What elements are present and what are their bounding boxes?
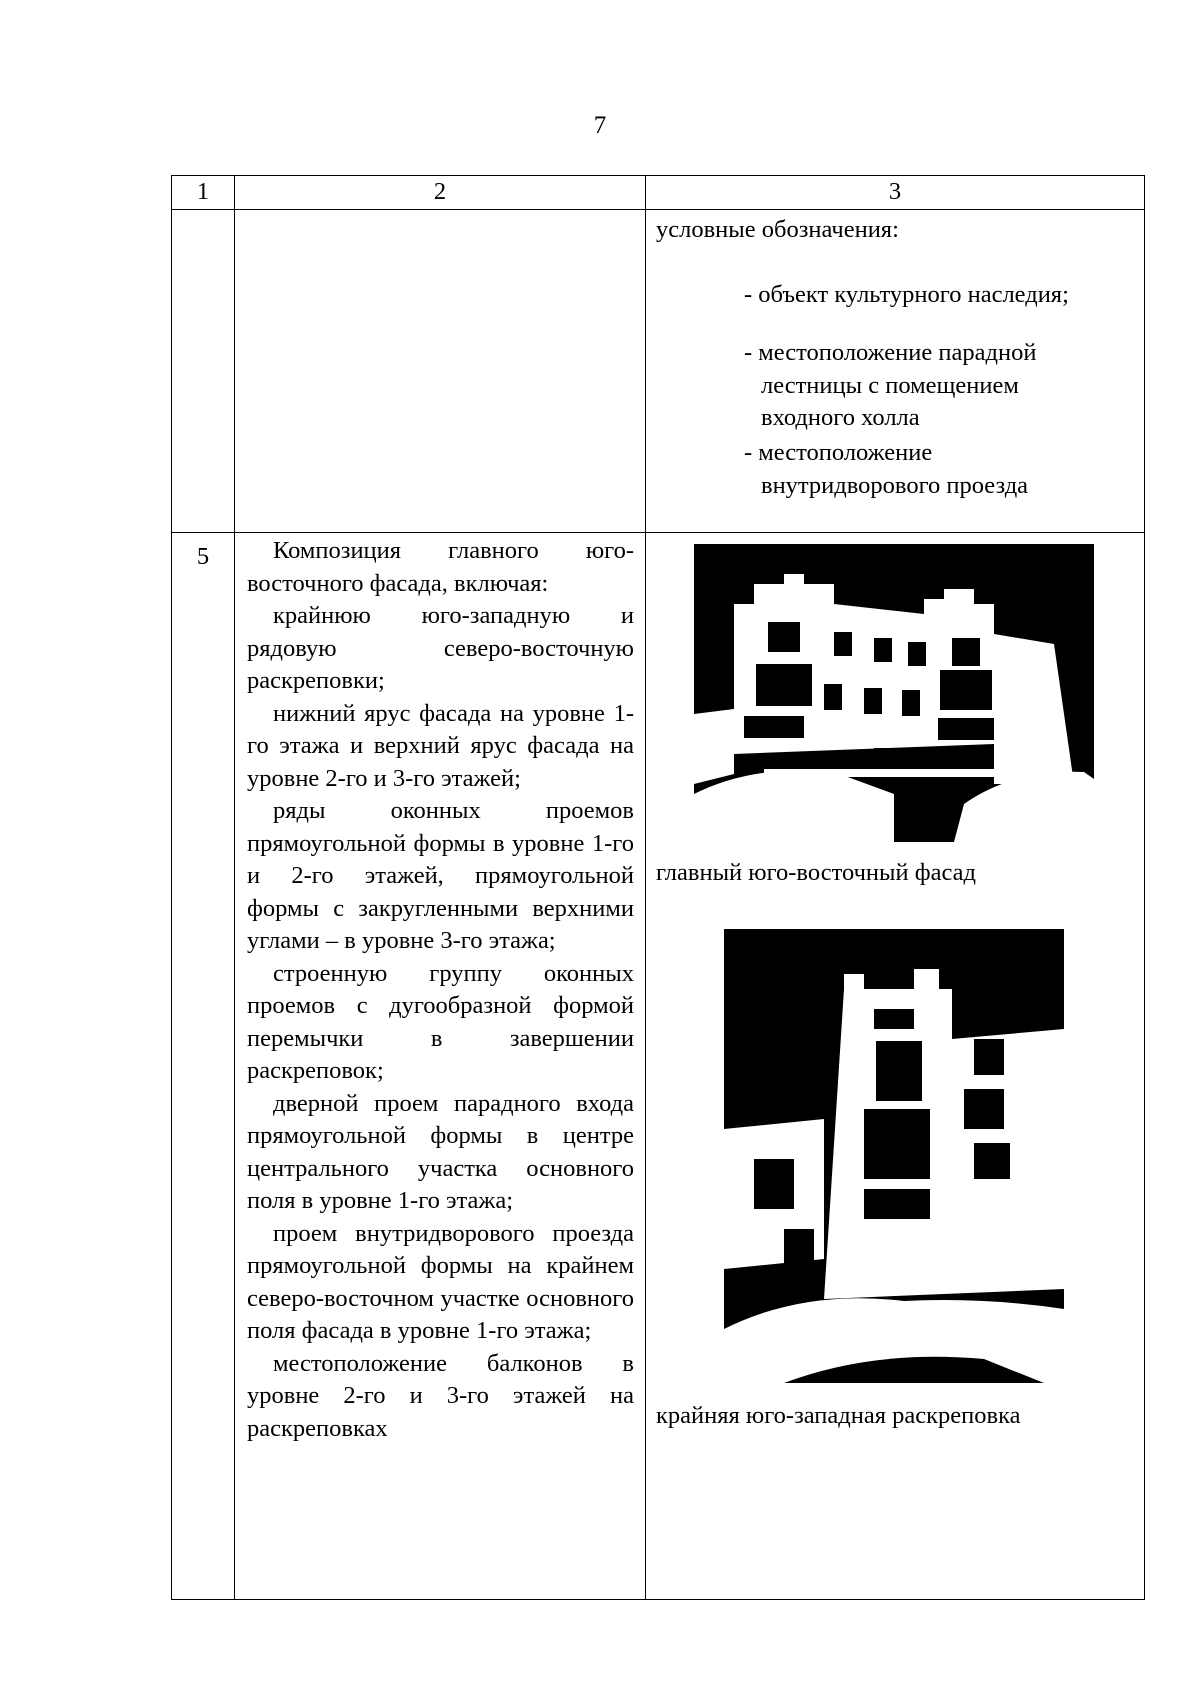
- column-header-3: 3: [646, 176, 1145, 210]
- table-header-row: [172, 176, 1145, 210]
- legend-item-main-staircase: [744, 337, 1124, 435]
- empty-description-cell: [235, 210, 646, 533]
- legend-item-text: - объект культурного наследия;: [744, 281, 1069, 308]
- description-paragraph: крайнюю юго-западную и рядовую северо-восточную раскреповки;: [247, 602, 634, 694]
- description-paragraph: нижний ярус фасада на уровне 1-го этажа и верхний ярус фасада на уровне 2-го и 3-го этажей;: [247, 699, 634, 792]
- description-paragraph: строенную группу оконных проемов с дугообразной формой перемычки в завершении раскреповок;: [247, 959, 634, 1084]
- legend-item-text: лестницы с помещением: [761, 371, 1019, 399]
- legend-cell: [646, 210, 1145, 533]
- photo-caption: крайняя юго-западная раскреповка: [656, 1402, 1021, 1429]
- heritage-table: [171, 175, 1145, 1600]
- description-paragraph: Композиция главного юго-восточного фасада, включая:: [247, 537, 634, 597]
- column-header-2: 2: [235, 176, 646, 210]
- table-row: [172, 533, 1145, 1600]
- facade-photo: [694, 544, 1094, 842]
- description-paragraph: проем внутридворового проезда прямоугольной формы на крайнем северо-восточном участке основного поля фасада в уровне 1-го этажа;: [247, 1219, 634, 1344]
- photo-caption: главный юго-восточный фасад: [656, 859, 976, 886]
- item-description: [235, 533, 646, 1600]
- legend-row: [172, 210, 1145, 533]
- description-paragraph: дверной проем парадного входа прямоугольной формы в центре центрального участка основного поля в уровне 1-го этажа;: [247, 1089, 634, 1214]
- legend-item-text: внутридворового проезда: [761, 471, 1029, 499]
- legend: [646, 210, 1144, 530]
- raskrepovka-photo: [724, 929, 1064, 1383]
- item-number: 5: [172, 533, 235, 1600]
- page-number: 7: [593, 112, 607, 139]
- legend-item-heritage-object: [744, 279, 1124, 312]
- description-paragraph: ряды оконных проемов прямоугольной формы в уровне 1-го и 2-го этажей, прямоугольной формы с закругленными верхними углами – в уровне 3-го этажа;: [247, 797, 634, 954]
- column-header-1: 1: [172, 176, 235, 210]
- empty-number-cell: [172, 210, 235, 533]
- legend-item-courtyard-passage: [744, 437, 1124, 502]
- legend-item-text: - местоположение: [744, 439, 933, 466]
- legend-item-text: - местоположение парадной: [744, 339, 1037, 366]
- description-paragraph: местоположение балконов в уровне 2-го и 3-го этажей на раскреповках: [247, 1349, 634, 1442]
- photo-cell: [646, 533, 1145, 1600]
- legend-title: условные обозначения:: [656, 216, 899, 243]
- legend-item-text: входного холла: [761, 404, 920, 431]
